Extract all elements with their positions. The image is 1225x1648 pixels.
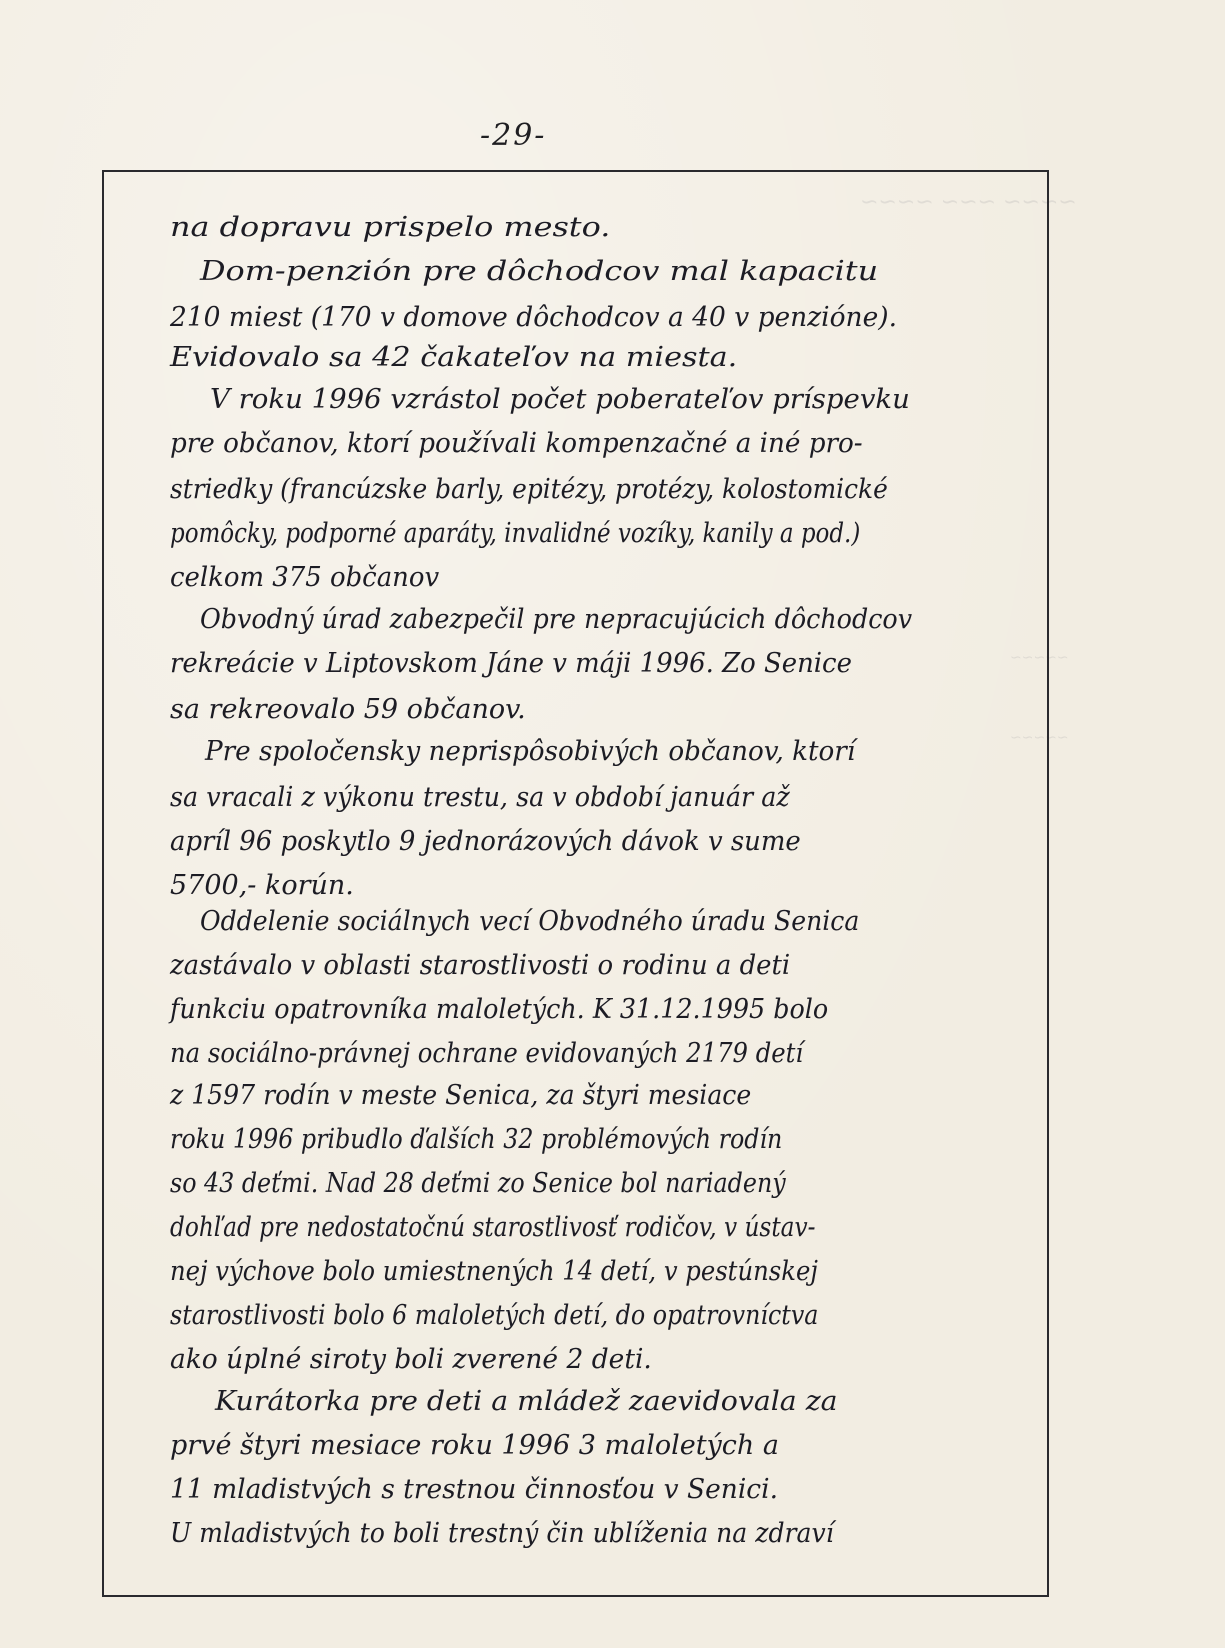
show-through-marks: ~~~~~	[1010, 730, 1069, 746]
page-number: -29-	[480, 118, 547, 153]
text-line: Kurátorka pre deti a mládež zaevidovala za	[215, 1386, 838, 1417]
text-line: Oddelenie sociálnych vecí Obvodného úradu Senica	[200, 906, 860, 937]
text-line: funkciu opatrovníka maloletých. K 31.12.1995 bolo	[170, 994, 829, 1025]
text-line: roku 1996 pribudlo ďalších 32 problémových rodín	[170, 1124, 783, 1155]
text-line: Dom-penzión pre dôchodcov mal kapacitu	[200, 256, 879, 287]
text-line: Pre spoločensky neprispôsobivých občanov, ktorí	[205, 736, 856, 767]
text-line: pre občanov, ktorí používali kompenzačné a iné pro-	[170, 428, 863, 459]
text-line: 210 miest (170 v domove dôchodcov a 40 v penzióne).	[170, 302, 897, 333]
text-line: striedky (francúzske barly, epitézy, protézy, kolostomické	[170, 474, 888, 505]
text-line: starostlivosti bolo 6 maloletých detí, do opatrovníctva	[170, 1300, 819, 1331]
text-line: 5700,- korún.	[170, 870, 354, 901]
text-line: so 43 deťmi. Nad 28 deťmi zo Senice bol nariadený	[170, 1168, 786, 1199]
text-line: rekreácie v Liptovskom Jáne v máji 1996. Zo Senice	[170, 648, 852, 679]
text-line: V roku 1996 vzrástol počet poberateľov príspevku	[210, 384, 910, 415]
text-line: 11 mladistvých s trestnou činnosťou v Senici.	[170, 1474, 778, 1505]
text-line: ako úplné siroty boli zverené 2 deti.	[170, 1344, 652, 1375]
text-line: nej výchove bolo umiestnených 14 detí, v pestúnskej	[170, 1256, 818, 1287]
text-line: Evidovalo sa 42 čakateľov na miesta.	[170, 342, 738, 373]
text-line: zastávalo v oblasti starostlivosti o rodinu a deti	[170, 950, 791, 981]
handwritten-text	[170, 205, 1050, 1585]
text-line: prvé štyri mesiace roku 1996 3 maloletých a	[170, 1430, 779, 1461]
text-line: sa vracali z výkonu trestu, sa v období január až	[170, 782, 790, 813]
text-line: apríl 96 poskytlo 9 jednorázových dávok v sume	[170, 826, 801, 857]
text-line: sa rekreovalo 59 občanov.	[170, 694, 526, 725]
text-line: U mladistvých to boli trestný čin ublíženia na zdraví	[170, 1518, 834, 1549]
text-line: z 1597 rodín v meste Senica, za štyri mesiace	[170, 1080, 752, 1111]
text-line: celkom 375 občanov	[170, 562, 440, 593]
text-line: Obvodný úrad zabezpečil pre nepracujúcich dôchodcov	[200, 604, 913, 635]
text-line: na dopravu prispelo mesto.	[170, 212, 611, 243]
show-through-marks: ~~~~ ~~~ ~~~~	[860, 190, 1077, 215]
text-line: dohľad pre nedostatočnú starostlivosť rodičov, v ústav-	[170, 1212, 816, 1243]
text-line: na sociálno-právnej ochrane evidovaných 2179 detí	[170, 1038, 804, 1069]
text-line: pomôcky, podporné aparáty, invalidné vozíky, kanily a pod.)	[170, 518, 861, 549]
show-through-marks: ~~~~~	[1010, 650, 1069, 666]
